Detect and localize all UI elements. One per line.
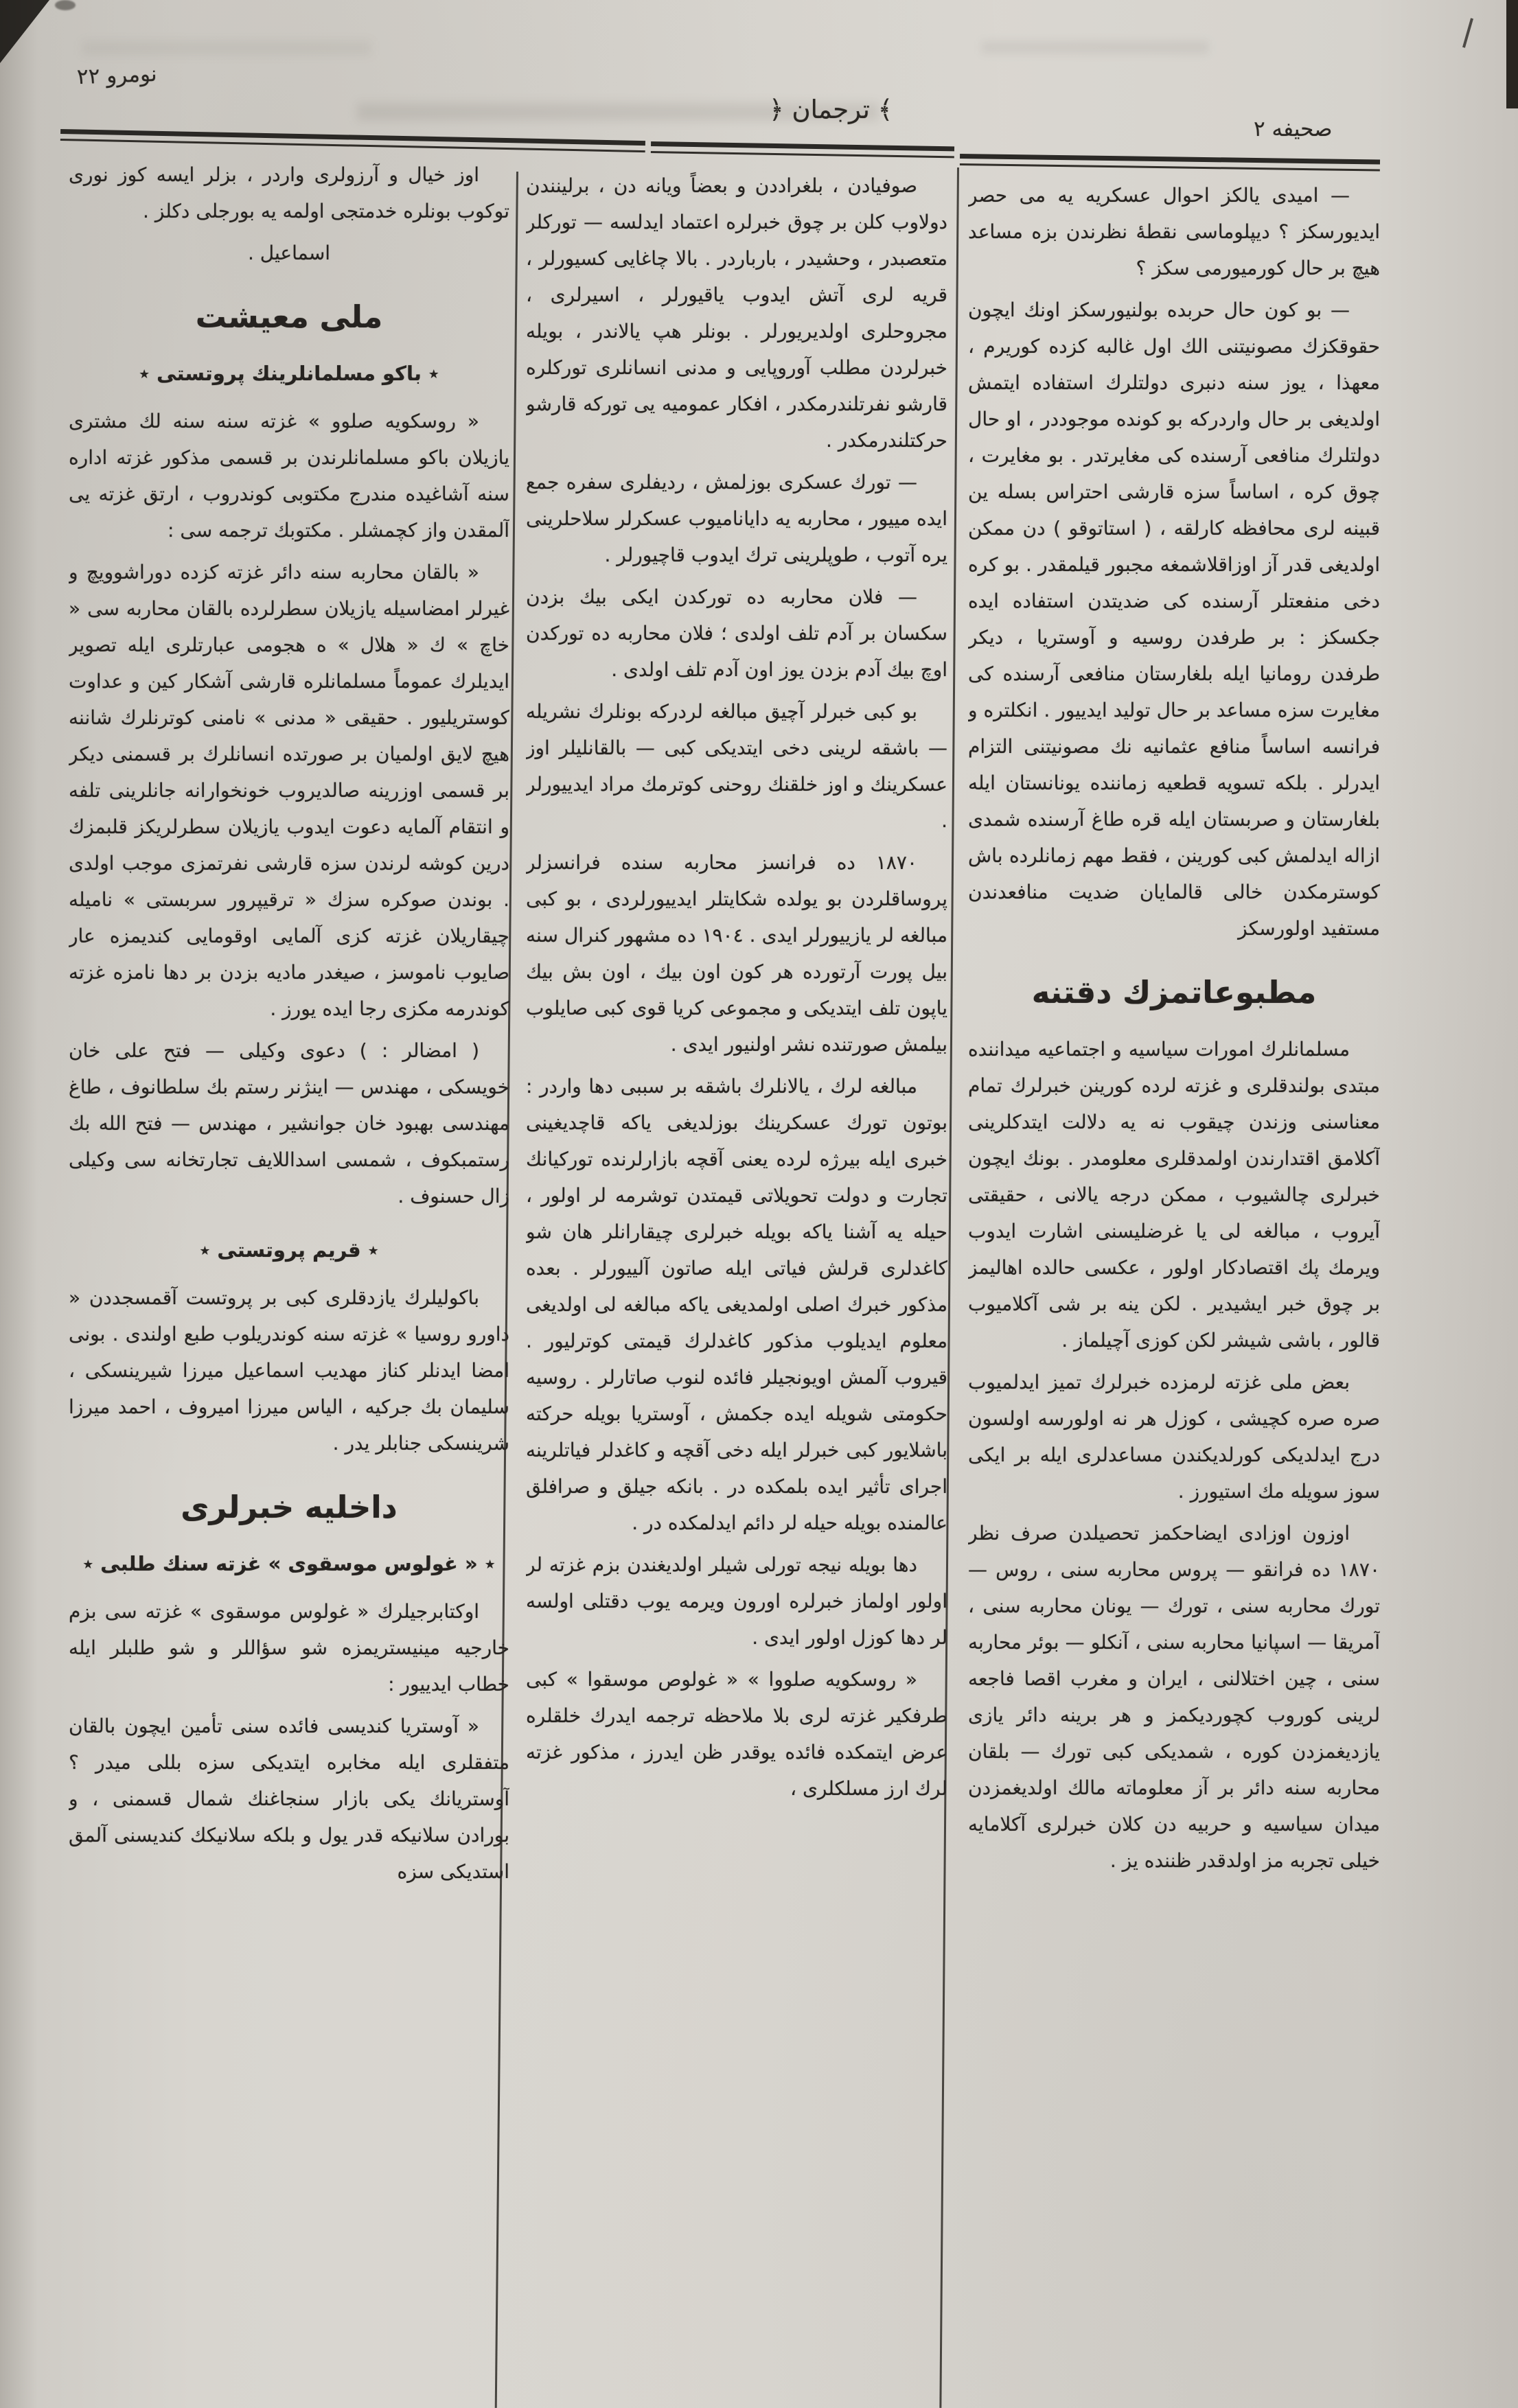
paragraph: بعض ملى غزته لرمزده خبرلرك تميز ايدلميوب صره صره كچيشى ، كوزل هر نه اولورسه اولسون درج ايدلديكى كورلديكندن مساعدلرى ايله بر ايكى سوز سويله مك استيورز . — [968, 1371, 1380, 1503]
paragraph: « بالقان محاربه سنه دائر غزته كزده دوراشوويچ و غيرلر امضاسيله يازيلان سطرلرده بالقان محاربه سى « خاچ » ك « هلال » ه هجومى عبارتلرى ايله تصوير ايديلرك عموماً مسلمانلره قارشى آشكار كين و عداوت كوستريليور . حقيقى « مدنى » نامنى كوترنلرك شاننه هيچ لايق اولميان بر صورتده انسانلرك بر قسمنى ديكر بر قسمى اوزرينه صالديروب خونخوارانه جانلرينى تلفه و انتقام آلمايه دعوت ايدوب يازيلان سطرلريكز قلبمزك درين كوشه لرندن سزه قارشى نفرتمزى موجب اولدى . بوندن صوكره سزك « ترقيپرور سربستى » ناميله چيقاريلان غزته كزى آلمايى اوقومايى كنديمزه عار صايوب ناموسز ، صيغدر ماديه بزدن بر دها نامزه غزته كوندرمه مكزى رجا ايده يورز . — [69, 561, 509, 1020]
scan-corner-mark-top-left — [0, 0, 49, 63]
sub-heading: ٭ « غولوس موسقوى » غزته سنك طلبى ٭ — [82, 1552, 496, 1575]
section-heading: ملى معيشت — [195, 299, 383, 335]
column-right — [968, 177, 1380, 2401]
bleedthrough-smudge — [82, 41, 371, 55]
paragraph: « روسكويه صلوو » غزته سنه سنه لك مشترى يازيلان باكو مسلمانلرندن بر قسمى مذكور غزته اداره سنه آشاغيده مندرج مكتوبى كوندروب ، ارتق غزته يى آلمقدن واز كچمشلر . مكتوبك ترجمه سى : — [69, 410, 509, 542]
dialog-paragraph: — تورك عسكرى بوزلمش ، رديفلرى سفره جمع ايده مييور ، محاربه يه داياناميوب عسكرلر سلاحلرينى يره آتوب ، طوپلرينى ترك ايدوب قاچيورلر . — [526, 471, 947, 566]
header-rule — [60, 129, 645, 152]
sub-heading: ٭ باكو مسلمانلرينك پروتستى ٭ — [139, 362, 439, 385]
dialog-paragraph: — فلان محاربه ده توركدن ايكى بيك بزدن سكسان بر آدم تلف اولدى ؛ فلان محاربه ده توركدن اوچ بيك آدم بزدن يوز اون آدم تلف اولدى . — [526, 586, 947, 681]
column-middle — [526, 167, 947, 2401]
paragraph: بو كبى خبرلر آچيق مبالغه لردركه بونلرك نشريله — باشقه لرينى دخى ايتديكى كبى — بالقانليلر اوز عسكرينك و اوز خلقنك روحنى كوترمك مراد ايدييورلر . — [526, 700, 947, 832]
bleedthrough-smudge — [982, 41, 1208, 54]
dialog-paragraph: — اميدى يالكز احوال عسكريه يه مى حصر ايديورسكز ؟ ديپلوماسى نقطهٔ نظرندن بزه مساعد هيچ بر حال كورميورمى سكز ؟ — [968, 184, 1380, 279]
paragraph: دها بويله نيجه تورلى شيلر اولديغندن بزم غزته لر اولور اولماز خبرلره اورون ويرمه يوب دقتلى اولسه لر دها كوزل اولور ايدى . — [526, 1553, 947, 1649]
paragraph: اوكتابرجيلرك « غولوس موسقوى » غزته سى بزم خارجيه مينيستريمزه شو سؤاللر و شو طلبلر ايله خطاب ايدييور : — [69, 1600, 509, 1695]
section-heading: مطبوعاتمزك دقتنه — [1031, 974, 1317, 1010]
signature: اسماعيل . — [247, 242, 331, 264]
paragraph: باكوليلرك يازدقلرى كبى بر پروتست آقمسجددن « داورو روسيا » غزته سنه كوندريلوب طبع اولندى . بونى امضا ايدنلر كناز مهديب اسماعيل ميرزا شيرينسكى ، سليمان بك جركيه ، الياس ميرزا اميروف ، احمد ميرزا شرينسكى جنابلر يدر . — [69, 1286, 509, 1455]
paragraph: ١٨٧٠ ده فرانسز محاربه سنده فرانسزلر پروساقلردن بو يولده شكايتلر ايدييورلردى ، بو كبى مبالغه لر يازييورلر ايدى . ١٩٠٤ ده مشهور كنرال سنه بيل پورت آرتورده هر كون اون بيك ، اون بش بيك ياپون تلف ايتديكى و مجموعى كريا قوى كبى صايلوب بيلمش صورتنده نشر اولنيور ايدى . — [526, 851, 947, 1056]
sub-heading: ٭ قريم پروتستى ٭ — [199, 1238, 379, 1262]
ink-blot — [55, 0, 76, 10]
issue-number: نومرو ٢٢ — [76, 61, 158, 90]
paragraph: « روسكويه صلووا » « غولوص موسقوا » كبى طرفكير غزته لرى بلا ملاحظه ترجمه ايدرك خلقلره عرض ايتمكده فائده يوقدر ظن ايدرز ، مذكور غزته لرك ارز مسلكلرى ، — [526, 1668, 947, 1800]
page-number: صحيفه ٢ — [1254, 117, 1333, 141]
dialog-paragraph: — بو كون حال حربده بولنيورسكز اونك ايچون حقوقكزك مصونيتنى الك اول غالبه كزده كوريرم ، معهذا ، يوز سنه دنبرى دولتلرك استفاده ايتمش اولديغى بر حال واردركه بو كونده موجوددر ، او حال دولتلرك منافعى آرسنده كى مغايرتدر . بو مغايرت ، چوق كره ، اساساً سزه قارشى احتراس بسله ين قبينه لرى محافظه كارلقه ، ( استاتوقو ) دن ممكن اولديغى قدر آز اوزاقلاشمغه مجبور قيلمقدر . بو كره دخى منفعتلر آرسنده كى ضديتدن استفاده ايده جكسكز : بر طرفدن روسيه و آوستريا ، ديكر طرفدن رومانيا ايله بلغارستان منافعى آرسنده كى مغايرت سزه مساعد بر حال توليد ايدييور . انكلتره و فرانسه اساساً منافع عثمانيه نك مصونيتنى التزام ايدرلر . بلكه تسويه قطعيه زماننده يونانستان ايله بلغارستان و صربستان ايله قره طاغ آرسنده شمدى ازاله ايدلمش كبى كورينن ، فقط مهم زمانلرده باش كوسترمكدن خالى قالمايان ضديت منافعدندن مستفيد اولورسكز — [968, 299, 1380, 940]
paragraph: « آوستريا كنديسى فائده سنى تأمين ايچون بالقان متفقلرى ايله مخابره ايتديكى سزه بللى ميدر ؟ آوستريانك يكى بازار سنجاغنك شمال قسمنى ، و بورادن سلانيكه قدر يول و بلكه سلانيكك كنديسنى آلمق استديكى سزه — [69, 1715, 509, 1883]
masthead-title: ﴾ ترجمان ﴿ — [769, 95, 893, 124]
paragraph: مبالغه لرك ، يالانلرك باشقه بر سببى دها واردر : بوتون تورك عسكرينك بوزلديغى ياكه قاچديغينى خبرى ايله بيرژه لرده يعنى آقچه بازارلرنده توركيانك تجارت و دولت تحويلاتى قيمتدن توشرمه لر اولور ، حيله يه آشنا ياكه بويله خبرلرى چيقارانلر هان شو كاغدلرى قرلش فياتى ايله صاتون آلييورلر . بعده مذكور خبرك اصلى اولمديغى ياكه مبالغه لى اولديغى معلوم ايديلوب مذكور كاغدلرك قيمتى كوترليور . قيروب آلمش اويونجيلر فائده لنوب صاتارلر . روسيه حكومتى شويله ايده جكمش ، آوستريا بويله حركته باشلايور كبى خبرلر ايله دخى آقچه و كاغدلر فياتلرينه اجراى تأثير ايده بلمكده در . بانكه جيلق و صرافلق عالمنده بويله حيله لر دائم ايدلمكده در . — [526, 1075, 947, 1534]
paragraph: ( امضالر : ) دعوى وكيلى — فتح على خان خويسكى ، مهندس — اينژنر رستم بك سلطانوف ، طاغ مهندسى بهبود خان جوانشير ، مهندس — فتح الله بك رستمبكوف ، شمسى اسداللايف تجارتخانه سى وكيلى زال حسنوف . — [69, 1039, 509, 1207]
paragraph: صوفيادن ، بلغراددن و بعضاً ويانه دن ، برلينندن دولاوب كلن بر چوق خبرلره اعتماد ايدلسه — توركلر متعصبدر ، وحشيدر ، بارباردر . بالا چاغايى كسيورلر ، قريه لرى آتش ايدوب ياقيورلر ، اسيرلرى ، مجروحلرى اولديريورلر . بونلر هپ يالاندر ، بويله خبرلردن مطلب آوروپايى و مدنى انسانلرى توركلره قارشو نفرتلندرمكدر ، افكار عموميه يى توركه قارشو حركتلندرمكدر . — [526, 174, 947, 452]
header-rule — [651, 141, 954, 158]
section-heading: داخليه خبرلرى — [181, 1489, 398, 1525]
paragraph: مسلمانلرك امورات سياسيه و اجتماعيه ميداننده مبتدى بولندقلرى و غزته لرده كورينن خبرلرك تمام معناسنى وزندن چيقوب نه يه دلالت ايتدكلرينى آكلامق اقتدارندن اولمدقلرى معلومدر . بونك ايچون خبرلرى چالشيوب ، ممكن درجه يالانى ، حقيقتى آيروب ، مبالغه لى يا غرضليسنى اشارت ايدوب ويرمك پك اقتصادكار اولور ، عكسى حالده اهاليمز بر چوق خبر ايشيدير . لكن ينه بر شى آكلاميوب قالور ، باشى شيشر لكن كوزى آچيلماز . — [968, 1038, 1380, 1352]
paragraph: اوز خيال و آرزولرى واردر ، بزلر ايسه كوز نورى توكوب بونلره خدمتجى اولمه يه بورجلى دكلز . — [69, 163, 509, 222]
header-rule — [960, 154, 1380, 172]
pen-mark — [1462, 18, 1473, 47]
column-left — [69, 157, 509, 2401]
scan-edge-mark-top-right — [1506, 0, 1518, 108]
paragraph: اوزون اوزادى ايضاحكمز تحصيلدن صرف نظر ١٨٧٠ ده فرانقو — پروس محاربه سنى ، روس — تورك محاربه سنى ، تورك — يونان محاربه سنى ، آمريقا — اسپانيا محاربه سنى ، آنكلو — بوئر محاربه سنى ، چين اختلالنى ، ايران و مغرب اقصا فاجعه لرينى كوروب كچورديكمز و هر برينه دائر يازى يازديغمزدن كوره ، شمديكى كبى تورك — بلقان محاربه سنه دائر بر آز معلوماته مالك اولديغمزدن ميدان سياسيه و حربيه دن كلان خبرلرى آكلامايه خيلى تجربه مز اولدقدر ظننده يز . — [968, 1522, 1380, 1872]
